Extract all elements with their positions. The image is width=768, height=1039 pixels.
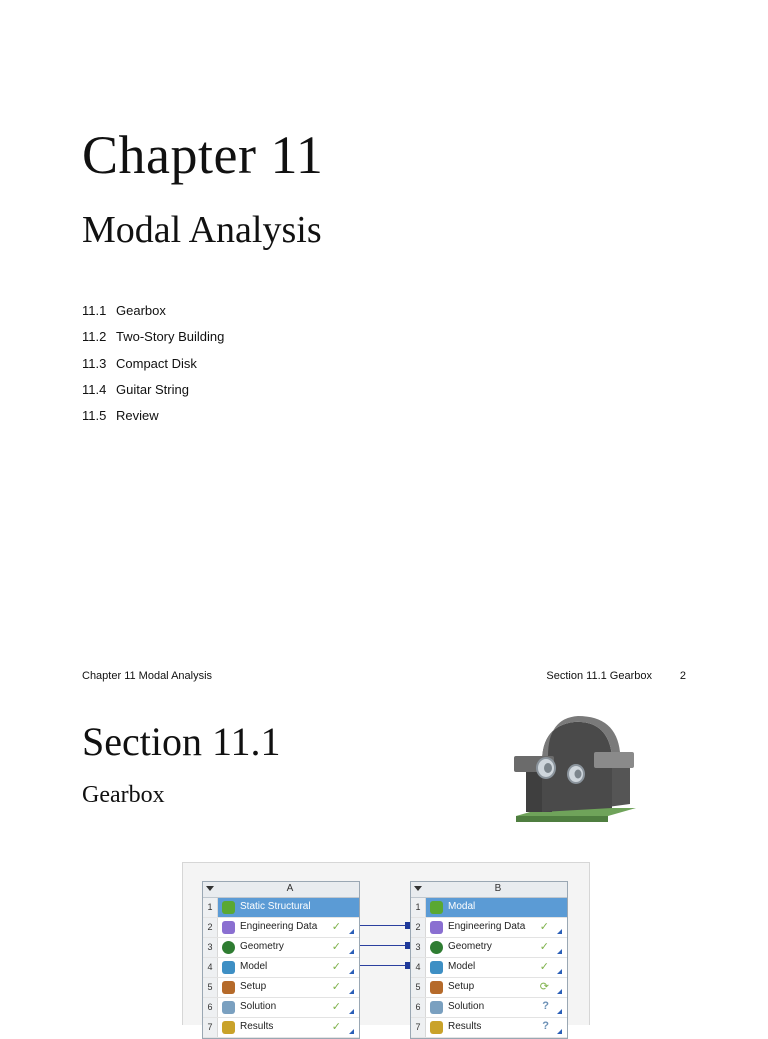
toc-item-number: 11.4 (82, 381, 107, 397)
corner-arrow-icon (557, 949, 562, 954)
check-icon: ✓ (331, 961, 341, 973)
system-block-static-structural[interactable] (202, 881, 360, 1039)
link-line-model (357, 965, 411, 966)
solution-icon (430, 1001, 443, 1014)
cell-label[interactable]: Model (448, 961, 476, 972)
solution-icon (222, 1001, 235, 1014)
question-icon: ? (542, 1020, 549, 1032)
cell-row[interactable] (411, 1018, 567, 1038)
row-number: 1 (411, 898, 426, 917)
row-number: 4 (411, 958, 426, 977)
modal-icon (430, 901, 443, 914)
corner-arrow-icon (349, 1009, 354, 1014)
toc-item[interactable] (82, 324, 224, 350)
row-number: 1 (203, 898, 218, 917)
check-icon: ✓ (331, 981, 341, 993)
corner-arrow-icon (557, 1009, 562, 1014)
corner-arrow-icon (349, 1029, 354, 1034)
system-column-letter: A (286, 883, 294, 894)
system-column-letter: B (494, 883, 502, 894)
check-icon: ✓ (331, 921, 341, 933)
cell-label[interactable]: Results (448, 1021, 482, 1032)
link-line-geometry (357, 945, 411, 946)
row-number: 3 (411, 938, 426, 957)
corner-arrow-icon (349, 989, 354, 994)
cell-label[interactable]: Setup (448, 981, 475, 992)
toc-item-label: Guitar String (116, 381, 189, 397)
static-structural-icon (222, 901, 235, 914)
toc-item[interactable] (82, 351, 224, 377)
check-icon: ✓ (539, 921, 549, 933)
cell-row[interactable] (203, 1018, 359, 1038)
cell-label[interactable]: Solution (240, 1001, 277, 1012)
cell-label[interactable]: Model (240, 961, 268, 972)
gearbox-illustration (508, 712, 644, 832)
toc-item-label: Two-Story Building (116, 329, 225, 345)
section-title: Section 11.1 (82, 719, 281, 764)
toc-item-number: 11.1 (82, 303, 107, 318)
system-block-modal[interactable] (410, 881, 568, 1039)
row-number: 7 (203, 1018, 218, 1037)
gearbox-ledge-right (594, 752, 634, 768)
toc-item[interactable] (82, 298, 224, 324)
question-icon: ? (542, 1000, 549, 1012)
dropdown-arrow-icon[interactable] (414, 886, 422, 891)
chapter-subtitle: Modal Analysis (82, 209, 322, 251)
system-header[interactable] (203, 882, 359, 898)
corner-arrow-icon (349, 949, 354, 954)
toc-item[interactable] (82, 403, 224, 429)
cell-label[interactable]: Results (240, 1021, 274, 1032)
results-icon (222, 1021, 235, 1034)
page-number: 2 (679, 670, 686, 682)
row-number: 7 (411, 1018, 426, 1037)
row-number: 5 (411, 978, 426, 997)
system-title-row[interactable] (411, 898, 567, 918)
row-number: 4 (203, 958, 218, 977)
toc-item[interactable] (82, 377, 224, 403)
cell-row[interactable] (203, 978, 359, 998)
row-number: 3 (203, 938, 218, 957)
gearbox-shaft-hole-right (575, 770, 582, 779)
corner-arrow-icon (557, 1029, 562, 1034)
corner-arrow-icon (557, 989, 562, 994)
toc-item-number: 11.3 (82, 355, 107, 371)
cell-row[interactable] (203, 998, 359, 1018)
model-icon (222, 961, 235, 974)
cell-row[interactable] (203, 958, 359, 978)
row-number: 5 (203, 978, 218, 997)
geometry-icon (222, 941, 235, 954)
toc-item-number: 11.2 (82, 329, 107, 345)
toc-item-label: Review (116, 408, 159, 424)
check-icon: ✓ (539, 941, 549, 953)
project-schematic (182, 862, 590, 1033)
check-icon: ✓ (331, 1021, 341, 1033)
toc-item-label: Gearbox (116, 303, 166, 318)
refresh-icon: ⟳ (539, 981, 549, 993)
system-title[interactable]: Modal (448, 901, 476, 912)
cell-row[interactable] (411, 978, 567, 998)
chapter-title: Chapter 11 (82, 125, 324, 185)
system-title-row[interactable] (203, 898, 359, 918)
model-icon (430, 961, 443, 974)
corner-arrow-icon (349, 969, 354, 974)
gearbox-base-edge (516, 816, 608, 822)
cell-row[interactable] (203, 918, 359, 938)
toc-item-number: 11.5 (82, 408, 107, 424)
engineering-data-icon (430, 921, 443, 934)
cell-label[interactable]: Geometry (448, 941, 492, 952)
row-number: 2 (203, 918, 218, 937)
check-icon: ✓ (331, 941, 341, 953)
results-icon (430, 1021, 443, 1034)
running-header-section: Section 11.1 Gearbox (546, 670, 652, 682)
link-line-engineering-data (357, 925, 411, 926)
gearbox-shaft-hole-left (544, 763, 552, 773)
cell-row[interactable] (203, 938, 359, 958)
cell-row[interactable] (411, 998, 567, 1018)
cell-row[interactable] (411, 918, 567, 938)
row-number: 2 (411, 918, 426, 937)
dropdown-arrow-icon[interactable] (206, 886, 214, 891)
engineering-data-icon (222, 921, 235, 934)
toc-item-label: Compact Disk (116, 355, 197, 371)
system-title[interactable]: Static Structural (240, 901, 311, 912)
check-icon: ✓ (539, 961, 549, 973)
geometry-icon (430, 941, 443, 954)
row-number: 6 (411, 998, 426, 1017)
cell-label[interactable]: Setup (240, 981, 267, 992)
corner-arrow-icon (557, 969, 562, 974)
section-subtitle: Gearbox (82, 782, 165, 808)
check-icon: ✓ (331, 1001, 341, 1013)
cell-row[interactable] (411, 958, 567, 978)
cell-label[interactable]: Engineering Data (240, 921, 318, 932)
cell-row[interactable] (411, 938, 567, 958)
setup-icon (430, 981, 443, 994)
corner-arrow-icon (557, 929, 562, 934)
cell-label[interactable]: Engineering Data (448, 921, 526, 932)
running-header-chapter: Chapter 11 Modal Analysis (82, 670, 213, 682)
corner-arrow-icon (349, 929, 354, 934)
cell-label[interactable]: Geometry (240, 941, 284, 952)
system-header[interactable] (411, 882, 567, 898)
row-number: 6 (203, 998, 218, 1017)
setup-icon (222, 981, 235, 994)
cell-label[interactable]: Solution (448, 1001, 485, 1012)
table-of-contents (82, 298, 224, 429)
